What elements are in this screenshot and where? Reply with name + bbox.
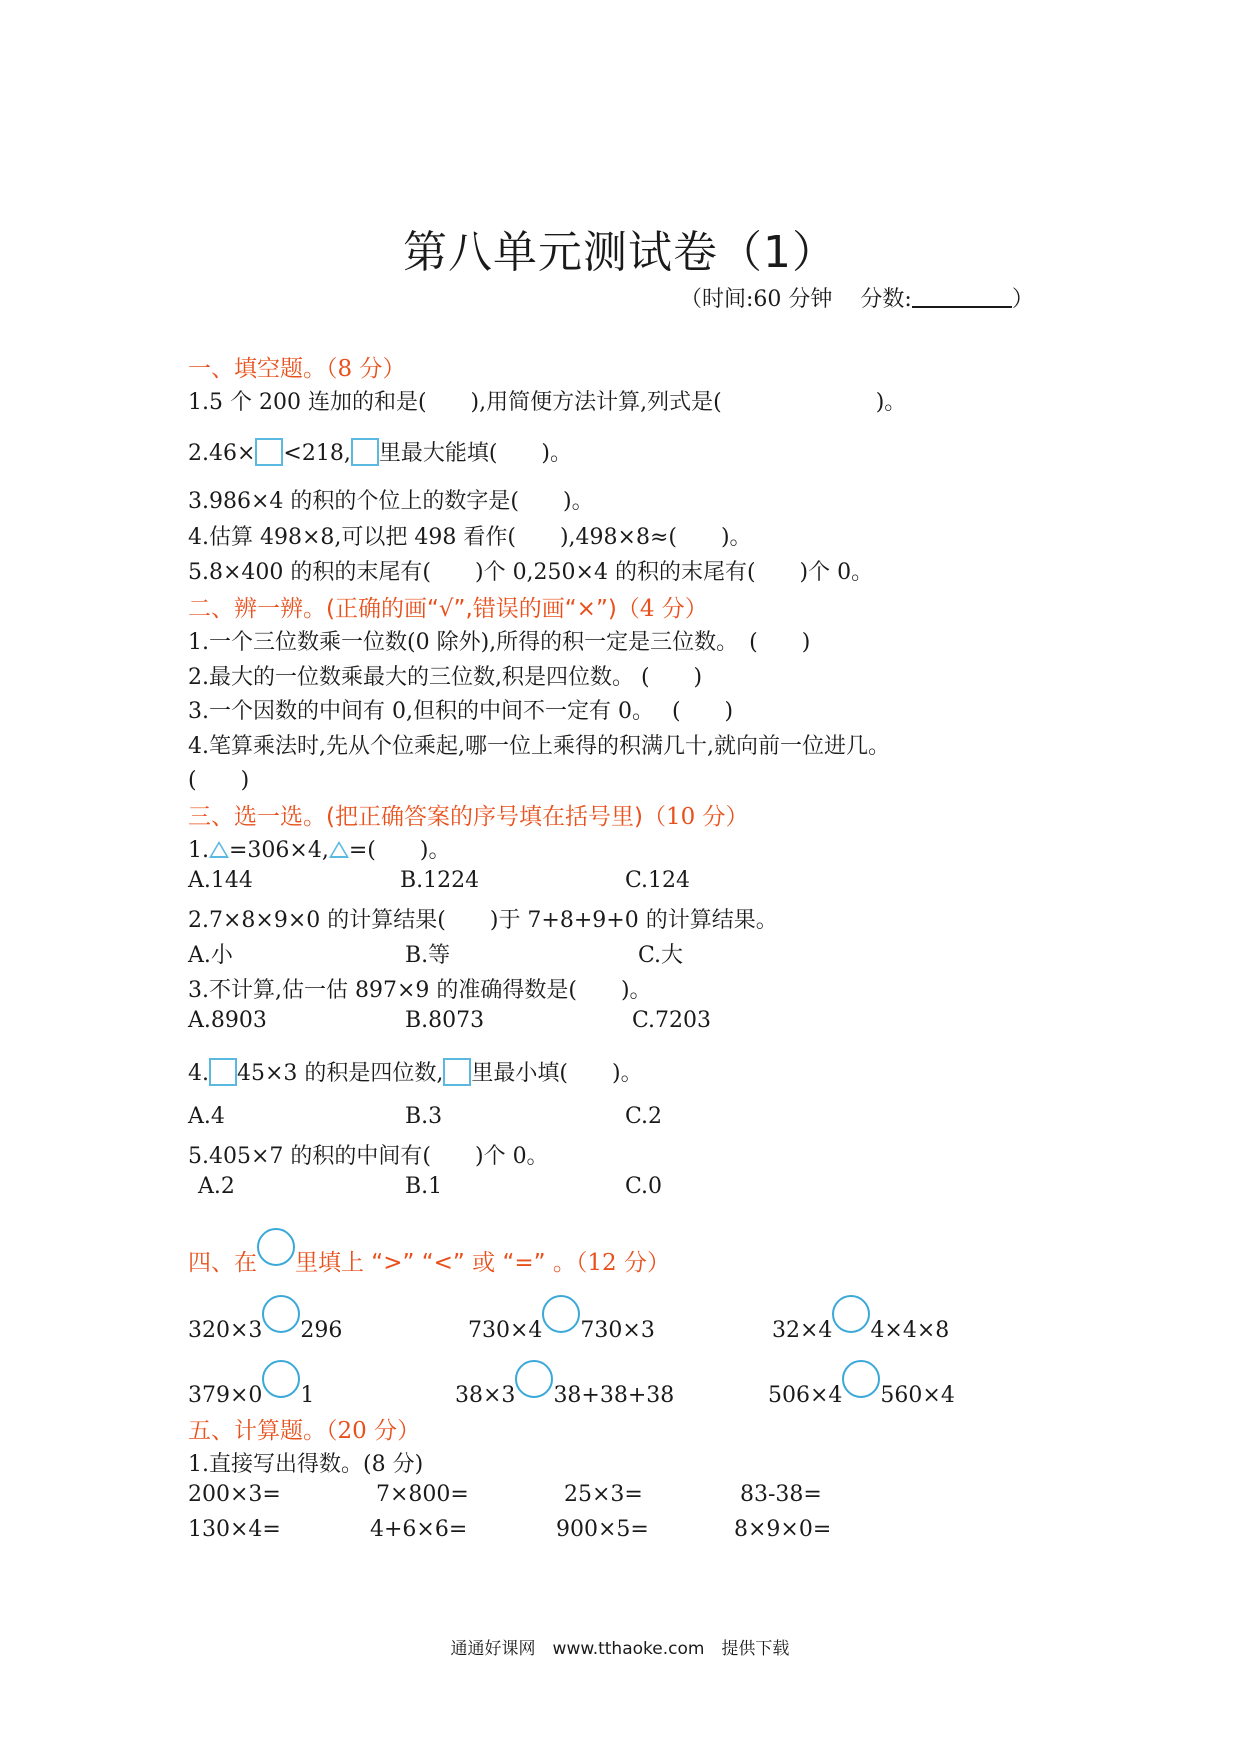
s2-question-1: 1.一个三位数乘一位数(0 除外),所得的积一定是三位数。 ( ) (188, 630, 811, 655)
section-score: （8 分） (326, 356, 406, 382)
circle-icon (542, 1295, 580, 1333)
calc-item: 900×5= (556, 1517, 649, 1542)
s3-q5-option-c: C.0 (625, 1174, 663, 1199)
section-title: 一、填空题。 (188, 356, 326, 382)
blank-box (209, 1058, 237, 1086)
triangle-icon (209, 841, 229, 858)
s3-q4-option-c: C.2 (625, 1104, 663, 1129)
calc-item: 7×800= (376, 1482, 469, 1507)
compare-left: 730×4 (468, 1318, 543, 1343)
s3-q5-option-a: A.2 (198, 1174, 235, 1199)
q2-part-c: 里最大能填( )。 (378, 441, 573, 466)
section-3-header (188, 798, 749, 831)
compare-left: 32×4 (772, 1318, 833, 1343)
section-score: （12 分） (575, 1250, 670, 1276)
s3-question-1 (188, 833, 450, 864)
section-1-header (188, 350, 405, 383)
calc-item: 8×9×0= (734, 1517, 832, 1542)
s3-q1-option-c: C.124 (625, 868, 691, 893)
compare-right: 560×4 (880, 1383, 955, 1408)
s3-q4-option-b: B.3 (405, 1104, 443, 1129)
section-5-header (188, 1412, 420, 1445)
section-score: （20 分） (326, 1418, 421, 1444)
section-title: 二、辨一辨。(正确的画“√”,错误的画“×”) (188, 596, 617, 622)
triangle-icon (329, 841, 349, 858)
q2-part-b: <218, (283, 441, 351, 466)
circle-icon (842, 1360, 880, 1398)
s1-question-3: 3.986×4 的积的个位上的数字是( )。 (188, 489, 594, 514)
calc-item: 4+6×6= (370, 1517, 468, 1542)
section-title-a: 四、在 (188, 1250, 257, 1276)
blank-box (255, 438, 283, 466)
circle-icon (832, 1295, 870, 1333)
s3-q2-option-c: C.大 (638, 943, 684, 968)
section-score: （4 分） (616, 596, 708, 622)
s1-question-2 (188, 436, 572, 467)
s1-question-4: 4.估算 498×8,可以把 498 看作( ),498×8≈( )。 (188, 525, 752, 550)
score-blank (912, 286, 1012, 308)
q1-part-b: =306×4, (229, 838, 329, 863)
circle-icon (262, 1360, 300, 1398)
circle-icon (262, 1295, 300, 1333)
exam-meta (680, 282, 1034, 313)
s3-q2-option-b: B.等 (405, 943, 451, 968)
compare-right: 38+38+38 (553, 1383, 675, 1408)
section-title: 三、选一选。(把正确答案的序号填在括号里) (188, 804, 643, 830)
q4-part-c: 里最小填( )。 (471, 1061, 643, 1086)
s1-question-1: 1.5 个 200 连加的和是( ),用简便方法计算,列式是( )。 (188, 390, 907, 415)
s3-q2-option-a: A.小 (188, 943, 233, 968)
compare-item (768, 1360, 955, 1408)
circle-icon (257, 1228, 295, 1266)
s3-q1-option-b: B.1224 (400, 868, 480, 893)
circle-icon (515, 1360, 553, 1398)
blank-box (443, 1058, 471, 1086)
compare-item (188, 1295, 342, 1343)
section-title-b: 里填上 “>” “<” 或 “=” 。 (295, 1250, 576, 1276)
compare-left: 379×0 (188, 1383, 263, 1408)
s2-question-2: 2.最大的一位数乘最大的三位数,积是四位数。 ( ) (188, 665, 703, 690)
s3-q3-option-b: B.8073 (405, 1008, 485, 1033)
blank-box (351, 438, 379, 466)
meta-close: ） (1011, 287, 1034, 312)
q1-part-c: =( )。 (348, 838, 451, 863)
s3-q5-option-b: B.1 (405, 1174, 443, 1199)
s3-question-5: 5.405×7 的积的中间有( )个 0。 (188, 1144, 549, 1169)
compare-item (455, 1360, 674, 1408)
calc-item: 130×4= (188, 1517, 281, 1542)
footer-credit: 通通好课网 www.tthaoke.com 提供下载 (450, 1639, 790, 1659)
s5-subquestion-1: 1.直接写出得数。(8 分) (188, 1452, 424, 1477)
compare-left: 38×3 (455, 1383, 516, 1408)
compare-right: 1 (300, 1383, 315, 1408)
compare-right: 296 (300, 1318, 343, 1343)
section-score: （10 分） (642, 804, 749, 830)
calc-item: 25×3= (564, 1482, 643, 1507)
score-label: 分数: (860, 287, 912, 312)
s2-question-4: 4.笔算乘法时,先从个位乘起,哪一位上乘得的积满几十,就向前一位进几。 (188, 734, 890, 759)
s3-q3-option-c: C.7203 (632, 1008, 712, 1033)
s3-question-3: 3.不计算,估一估 897×9 的准确得数是( )。 (188, 978, 652, 1003)
compare-right: 4×4×8 (870, 1318, 950, 1343)
s2-question-4-answer: ( ) (188, 768, 250, 793)
s3-question-2: 2.7×8×9×0 的计算结果( )于 7+8+9+0 的计算结果。 (188, 908, 778, 933)
q4-number: 4. (188, 1061, 209, 1086)
section-2-header (188, 590, 708, 623)
compare-right: 730×3 (580, 1318, 655, 1343)
s1-question-5: 5.8×400 的积的末尾有( )个 0,250×4 的积的末尾有( )个 0。 (188, 560, 874, 585)
compare-item (772, 1295, 949, 1343)
compare-left: 506×4 (768, 1383, 843, 1408)
s3-q4-option-a: A.4 (188, 1104, 225, 1129)
section-title: 五、计算题。 (188, 1418, 326, 1444)
calc-item: 83-38= (740, 1482, 822, 1507)
time-info: （时间:60 分钟 (680, 287, 833, 312)
compare-left: 320×3 (188, 1318, 263, 1343)
q2-part-a: 2.46× (188, 441, 256, 466)
compare-item (468, 1295, 655, 1343)
compare-item (188, 1360, 314, 1408)
s3-question-4 (188, 1056, 643, 1087)
q4-part-b: 45×3 的积是四位数, (237, 1061, 444, 1086)
s3-q3-option-a: A.8903 (188, 1008, 267, 1033)
page-title: 第八单元测试卷（1） (403, 227, 837, 278)
calc-item: 200×3= (188, 1482, 281, 1507)
s3-q1-option-a: A.144 (188, 868, 253, 893)
q1-number: 1. (188, 838, 209, 863)
section-4-header (188, 1228, 670, 1277)
s2-question-3: 3.一个因数的中间有 0,但积的中间不一定有 0。 ( ) (188, 699, 734, 724)
